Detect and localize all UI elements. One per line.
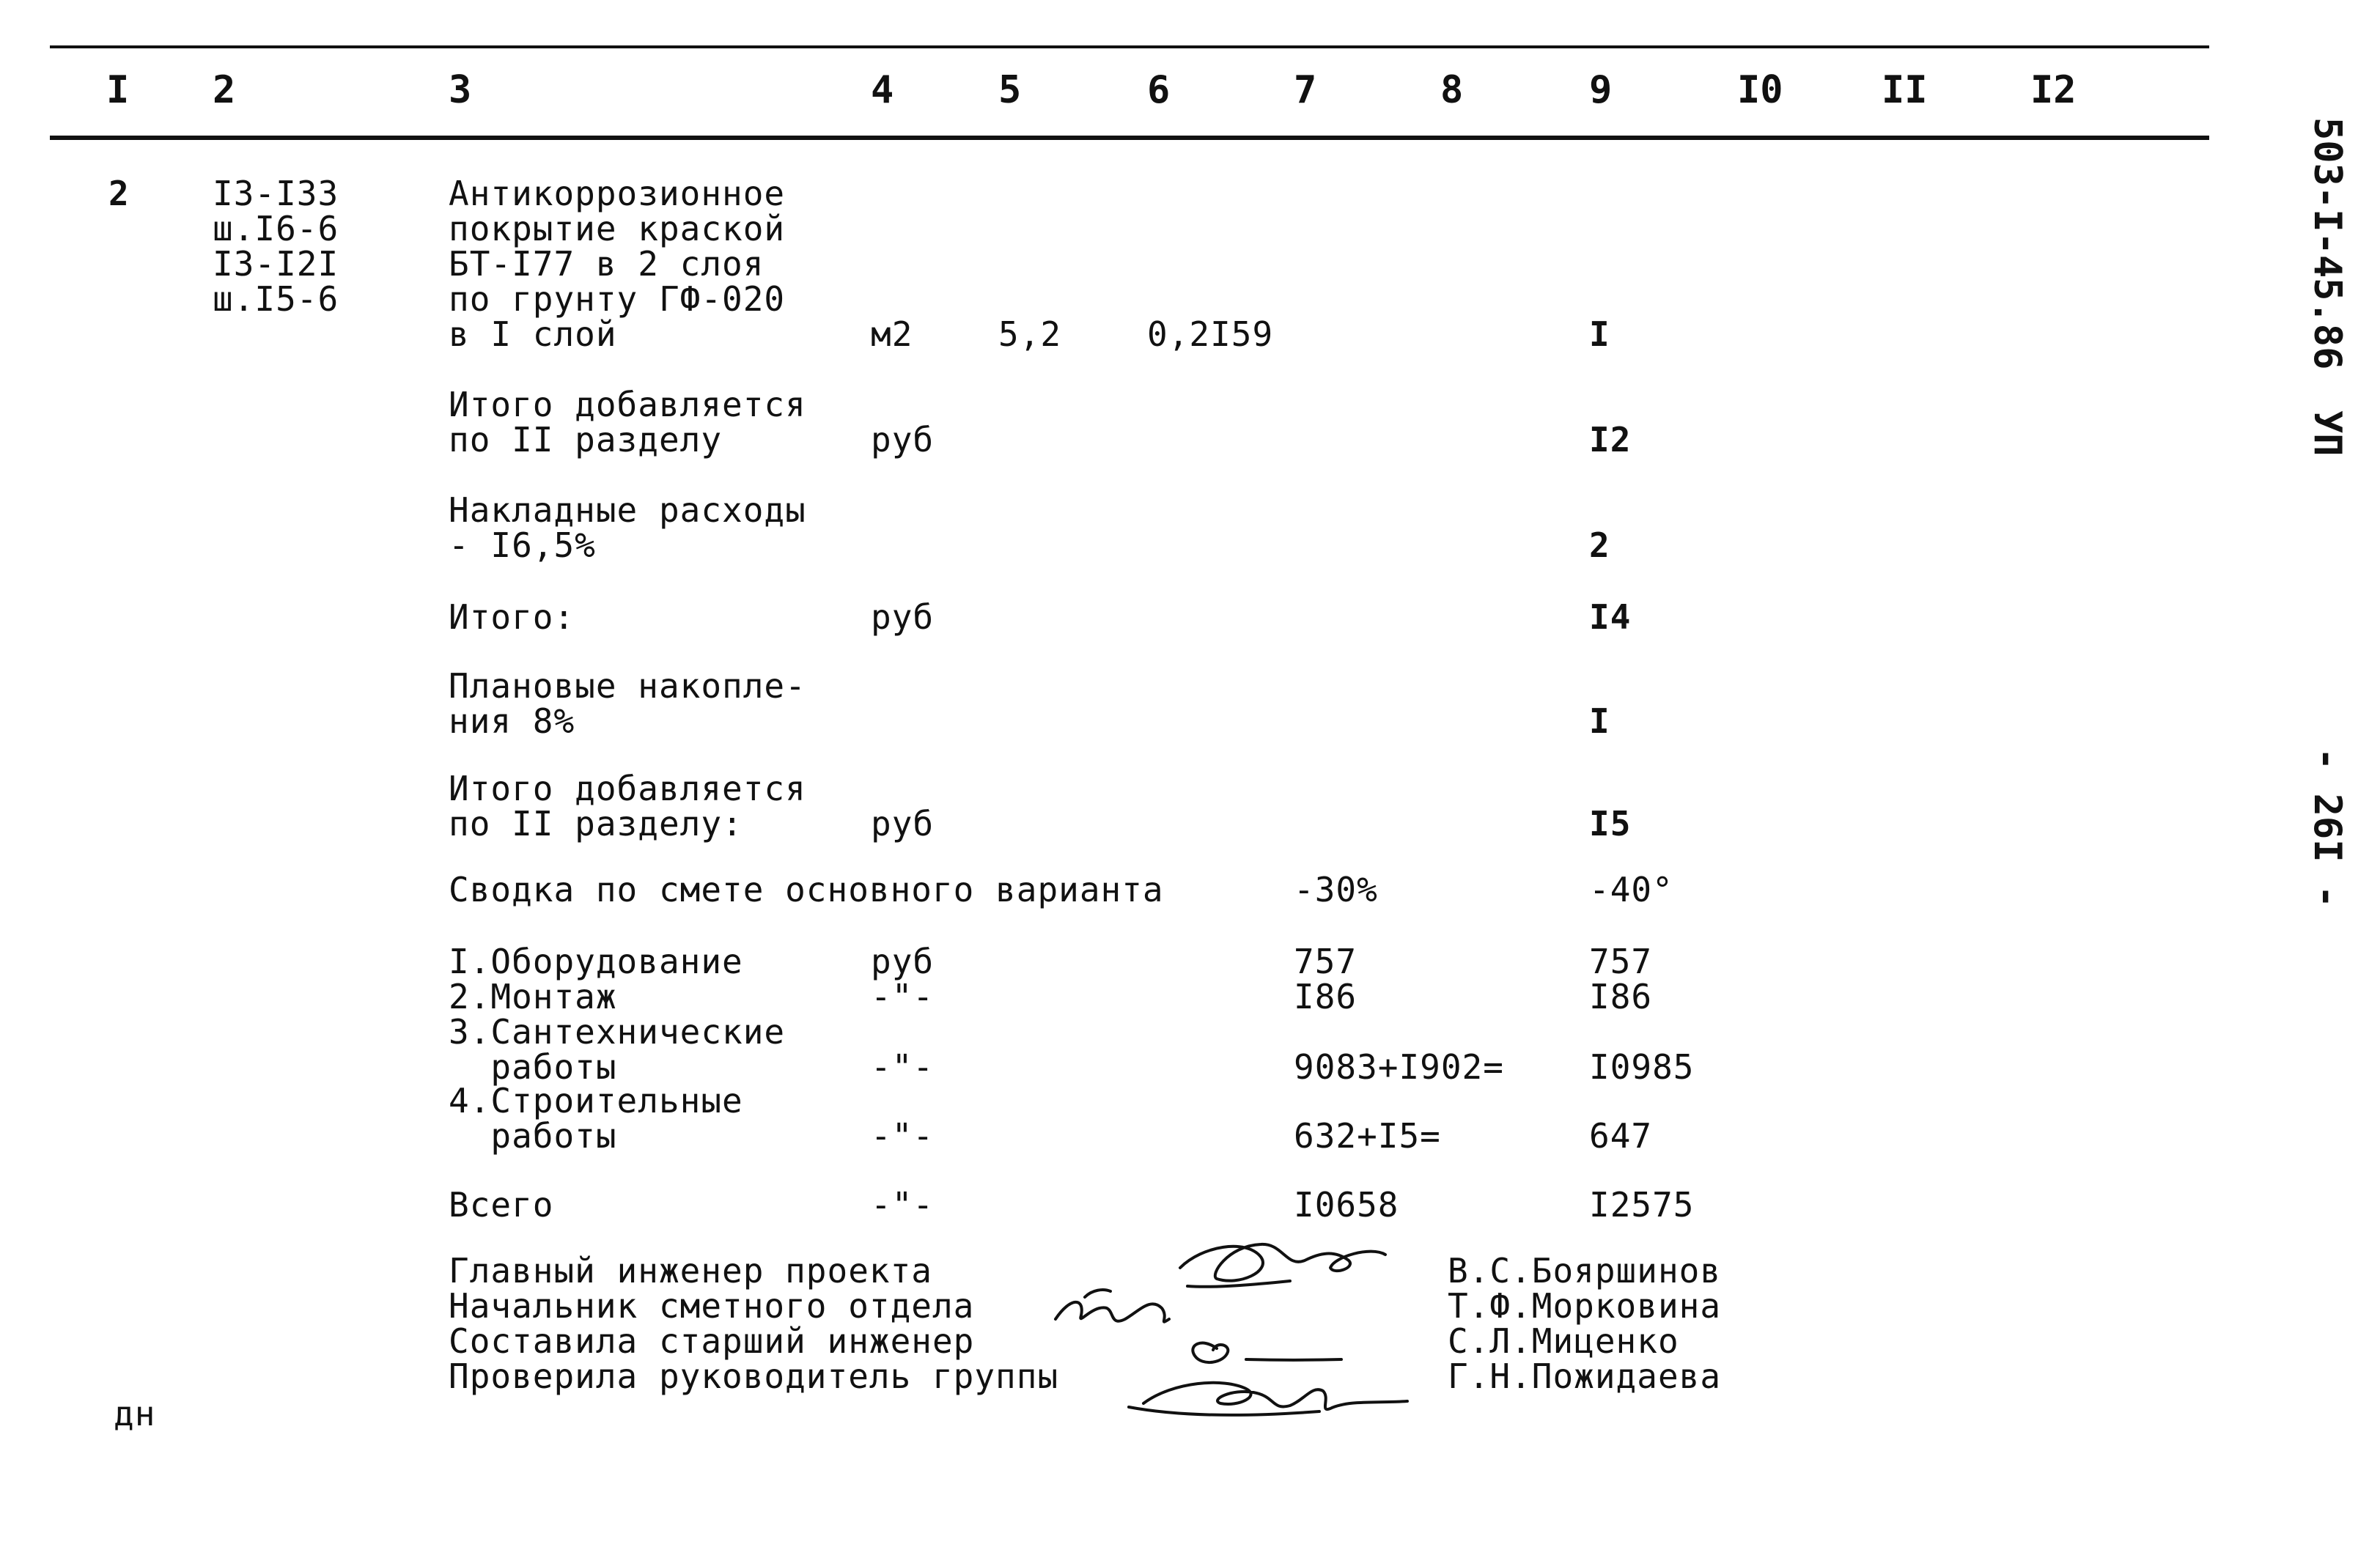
header-bottom-rule: [50, 136, 2209, 140]
signer-name: Т.Ф.Морковина: [1448, 1286, 1722, 1326]
col-header-4: 4: [871, 68, 894, 112]
row-desc-line: в I слой: [449, 314, 617, 354]
row-desc-line: Антикоррозионное: [449, 174, 786, 213]
summary-title: Сводка по смете основного варианта: [449, 870, 1164, 909]
summary-item-c7: 757: [1294, 942, 1357, 981]
row-qty: 5,2: [998, 314, 1062, 354]
line-total: I4: [1589, 597, 1632, 637]
summary-item-c7: 9083+I902=: [1294, 1047, 1504, 1087]
row-desc-line: по грунту ГФ-020: [449, 279, 786, 319]
summary-item-c7: I86: [1294, 977, 1357, 1016]
signer-name: Г.Н.Пожидаева: [1448, 1356, 1722, 1396]
signer-role: Главный инженер проекта: [449, 1251, 932, 1291]
signer-name: В.С.Бояршинов: [1448, 1251, 1722, 1291]
signer-role: Проверила руководитель группы: [449, 1356, 1059, 1396]
row-ref: ш.I5-6: [213, 279, 339, 319]
side-album: УП: [2305, 410, 2349, 457]
summary-item-label: 4.Строительные: [449, 1081, 743, 1120]
row-rate: 0,2I59: [1147, 314, 1274, 354]
summary-item-c9: I86: [1589, 977, 1653, 1016]
summary-item-c9: I0985: [1589, 1047, 1695, 1087]
row-ref: I3-I33: [213, 174, 339, 213]
summary-total-unit: -"-: [871, 1185, 935, 1225]
row-ref: I3-I2I: [213, 244, 339, 284]
summary-item-label: работы: [449, 1116, 617, 1156]
line-total: I5: [1589, 804, 1632, 843]
line-total: I: [1589, 701, 1610, 741]
summary-col7-header: -30%: [1294, 870, 1378, 909]
summary-item-unit: -"-: [871, 977, 935, 1016]
col-header-11: II: [1882, 68, 1928, 112]
row-total: I: [1589, 314, 1610, 354]
summary-item-c9: 647: [1589, 1116, 1653, 1156]
line-label: ния 8%: [449, 701, 575, 741]
summary-item-c9: 757: [1589, 942, 1653, 981]
row-ref: ш.I6-6: [213, 209, 339, 248]
summary-item-unit: руб: [871, 942, 935, 981]
row-desc-line: покрытие краской: [449, 209, 786, 248]
col-header-10: I0: [1737, 68, 1783, 112]
row-desc-line: БТ-I77 в 2 слоя: [449, 244, 765, 284]
summary-item-label: 2.Монтаж: [449, 977, 617, 1016]
signer-name: С.Л.Миценко: [1448, 1321, 1679, 1361]
line-total: 2: [1589, 525, 1610, 565]
summary-item-unit: -"-: [871, 1116, 935, 1156]
line-label: по II разделу:: [449, 804, 743, 843]
row-unit: м2: [871, 314, 913, 354]
summary-item-unit: -"-: [871, 1047, 935, 1087]
summary-item-label: I.Оборудование: [449, 942, 743, 981]
summary-total-c9: I2575: [1589, 1185, 1695, 1225]
col-header-3: 3: [449, 68, 472, 112]
line-total: I2: [1589, 420, 1632, 459]
summary-item-c7: 632+I5=: [1294, 1116, 1441, 1156]
header-top-rule: [50, 45, 2209, 48]
col-header-5: 5: [998, 68, 1022, 112]
summary-total-c7: I0658: [1294, 1185, 1399, 1225]
summary-item-label: работы: [449, 1047, 617, 1087]
summary-item-label: 3.Сантехнические: [449, 1012, 786, 1052]
col-header-12: I2: [2030, 68, 2077, 112]
col-header-9: 9: [1589, 68, 1613, 112]
side-page-number: - 26I -: [2305, 747, 2349, 909]
line-unit: руб: [871, 420, 935, 459]
footer-mark: дн: [114, 1394, 156, 1433]
side-document-code: 503-I-45.86: [2305, 117, 2349, 370]
signer-role: Составила старший инженер: [449, 1321, 975, 1361]
line-label: по II разделу: [449, 420, 723, 459]
line-label: Итого добавляется: [449, 769, 806, 808]
row-number: 2: [108, 174, 130, 213]
col-header-1: I: [106, 68, 130, 112]
line-unit: руб: [871, 804, 935, 843]
line-unit: руб: [871, 597, 935, 637]
line-label: - I6,5%: [449, 525, 596, 565]
line-label: Итого добавляется: [449, 385, 806, 424]
line-label: Итого:: [449, 597, 575, 637]
col-header-7: 7: [1294, 68, 1317, 112]
handwritten-signature: [1041, 1217, 1451, 1436]
signer-role: Начальник сметного отдела: [449, 1286, 975, 1326]
col-header-2: 2: [213, 68, 236, 112]
summary-col9-header: -40°: [1589, 870, 1673, 909]
line-label: Накладные расходы: [449, 490, 806, 530]
line-label: Плановые накопле-: [449, 666, 806, 706]
col-header-8: 8: [1440, 68, 1464, 112]
summary-total-label: Всего: [449, 1185, 554, 1225]
col-header-6: 6: [1147, 68, 1171, 112]
